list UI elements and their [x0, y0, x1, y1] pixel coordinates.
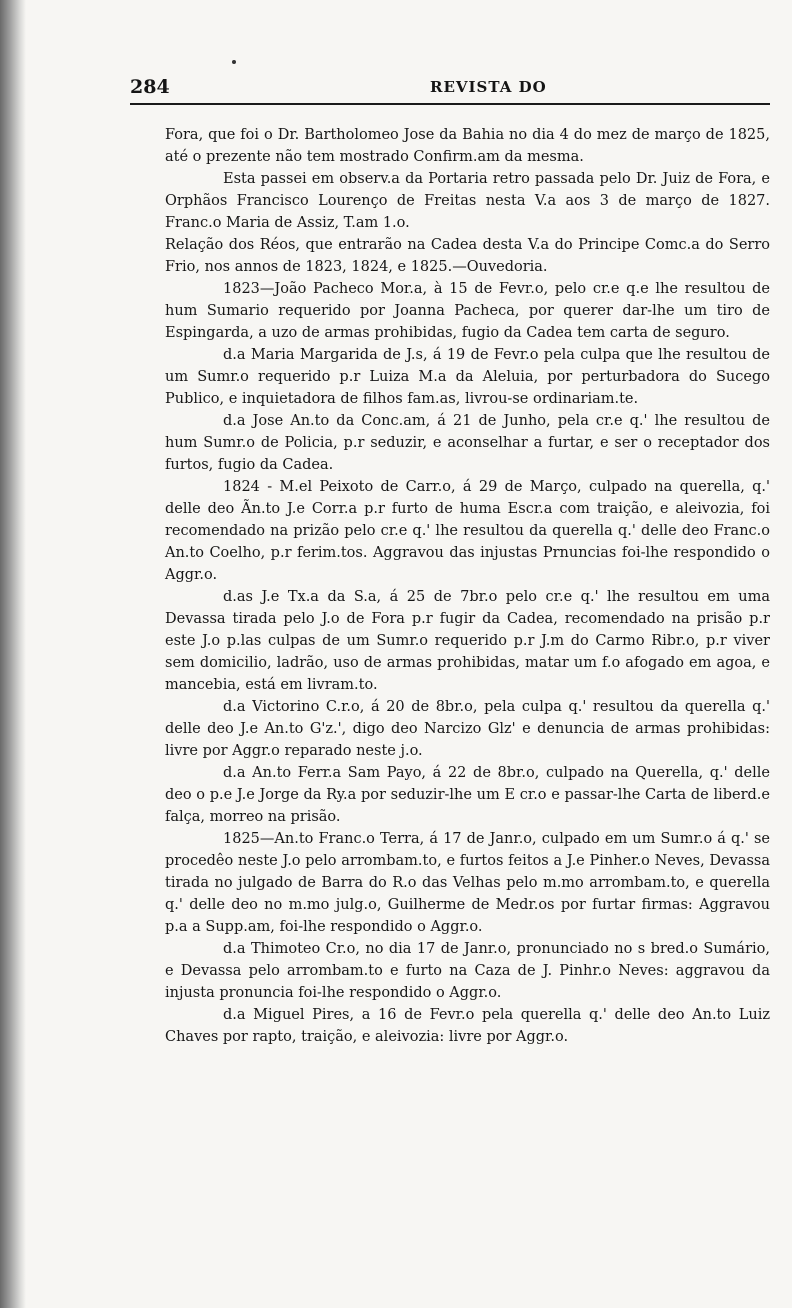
paragraph: d.a Jose An.to da Conc.am, á 21 de Junho, pela cr.e q.' lhe resultou de hum Sumr.o de Policia, p.r seduzir, e aconselhar a furtar, e ser o receptador dos furtos, fugio da Cadea.: [165, 413, 770, 473]
paragraph: 1825—An.to Franc.o Terra, á 17 de Janr.o, culpado em um Sumr.o á q.' se procedêo neste J.o pelo arrombam.to, e furtos feitos a J.e Pinher.o Neves, Devassa tirada no julgado de Barra do R.o das Velhas pelo m.mo arrombam.to, e querella q.' delle deo no m.mo julg.o, Guilherme de Medr.os por furtar firmas: Aggravou p.a a Supp.am, foi-lhe respondido o Aggr.o.: [165, 831, 770, 935]
page-number: 284: [130, 76, 170, 98]
body-text: [165, 124, 770, 1048]
paragraph: d.a Miguel Pires, a 16 de Fevr.o pela querella q.' delle deo An.to Luiz Chaves por rapto, traição, e aleivozia: livre por Aggr.o.: [165, 1007, 770, 1045]
book-spine-shadow: [0, 0, 26, 1308]
paragraph: Fora, que foi o Dr. Bartholomeo Jose da Bahia no dia 4 do mez de março de 1825, até o prezente não tem mostrado Confirm.am da mesma.: [165, 127, 770, 165]
paragraph: Esta passei em observ.a da Portaria retro passada pelo Dr. Juiz de Fora, e Orphãos Francisco Lourenço de Freitas nesta V.a aos 3 de março de 1827. Franc.o Maria de Assiz, T.am 1.o.: [165, 171, 770, 231]
paragraph: d.a Victorino C.r.o, á 20 de 8br.o, pela culpa q.' resultou da querella q.' delle deo J.e An.to G'z.', digo deo Narcizo Glz' e denuncia de armas prohibidas: livre por Aggr.o reparado neste j.o.: [165, 699, 770, 759]
paragraph: d.a An.to Ferr.a Sam Payo, á 22 de 8br.o, culpado na Querella, q.' delle deo o p.e J.e Jorge da Ry.a por seduzir-lhe um E cr.o e passar-lhe Carta de liberd.e falça, morreo na prisão.: [165, 765, 770, 825]
ink-speck: [232, 60, 236, 64]
paragraph: d.a Thimoteo Cr.o, no dia 17 de Janr.o, pronunciado no s bred.o Sumário, e Devassa pelo arrombam.to e furto na Caza de J. Pinhr.o Neves: aggravou da injusta pronuncia foi-lhe respondido o Aggr.o.: [165, 941, 770, 1001]
running-title: REVISTA DO: [430, 78, 547, 96]
paragraph: 1824 - M.el Peixoto de Carr.o, á 29 de Março, culpado na querella, q.' delle deo Ãn.to J.e Corr.a p.r furto de huma Escr.a com traição, e aleivozia, foi recomendado na prizão pelo cr.e q.' lhe resultou da querella q.' delle deo Franc.o An.to Coelho, p.r ferim.tos. Aggravou das injustas Prnuncias foi-lhe respondido o Aggr.o.: [165, 479, 770, 583]
paragraph: Relação dos Réos, que entrarão na Cadea desta V.a do Principe Comc.a do Serro Frio, nos annos de 1823, 1824, e 1825.—Ouvedoria.: [165, 237, 770, 275]
page-header: [130, 74, 770, 102]
paragraph: d.a Maria Margarida de J.s, á 19 de Fevr.o pela culpa que lhe resultou de um Sumr.o requerido p.r Luiza M.a da Aleluia, por perturbadora do Sucego Publico, e inquietadora de filhos fam.as, livrou-se ordinariam.te.: [165, 347, 770, 407]
paragraph: d.as J.e Tx.a da S.a, á 25 de 7br.o pelo cr.e q.' lhe resultou em uma Devassa tirada pelo J.o de Fora p.r fugir da Cadea, recomendado na prisão p.r este J.o p.las culpas de um Sumr.o requerido p.r J.m do Carmo Ribr.o, p.r viver sem domicilio, ladrão, uso de armas prohibidas, matar um f.o afogado em agoa, e mancebia, está em livram.to.: [165, 589, 770, 693]
header-rule: [130, 103, 770, 105]
paragraph: 1823—João Pacheco Mor.a, à 15 de Fevr.o, pelo cr.e q.e lhe resultou de hum Sumario requerido por Joanna Pacheca, por querer dar-lhe um tiro de Espingarda, a uzo de armas prohibidas, fugio da Cadea tem carta de seguro.: [165, 281, 770, 341]
